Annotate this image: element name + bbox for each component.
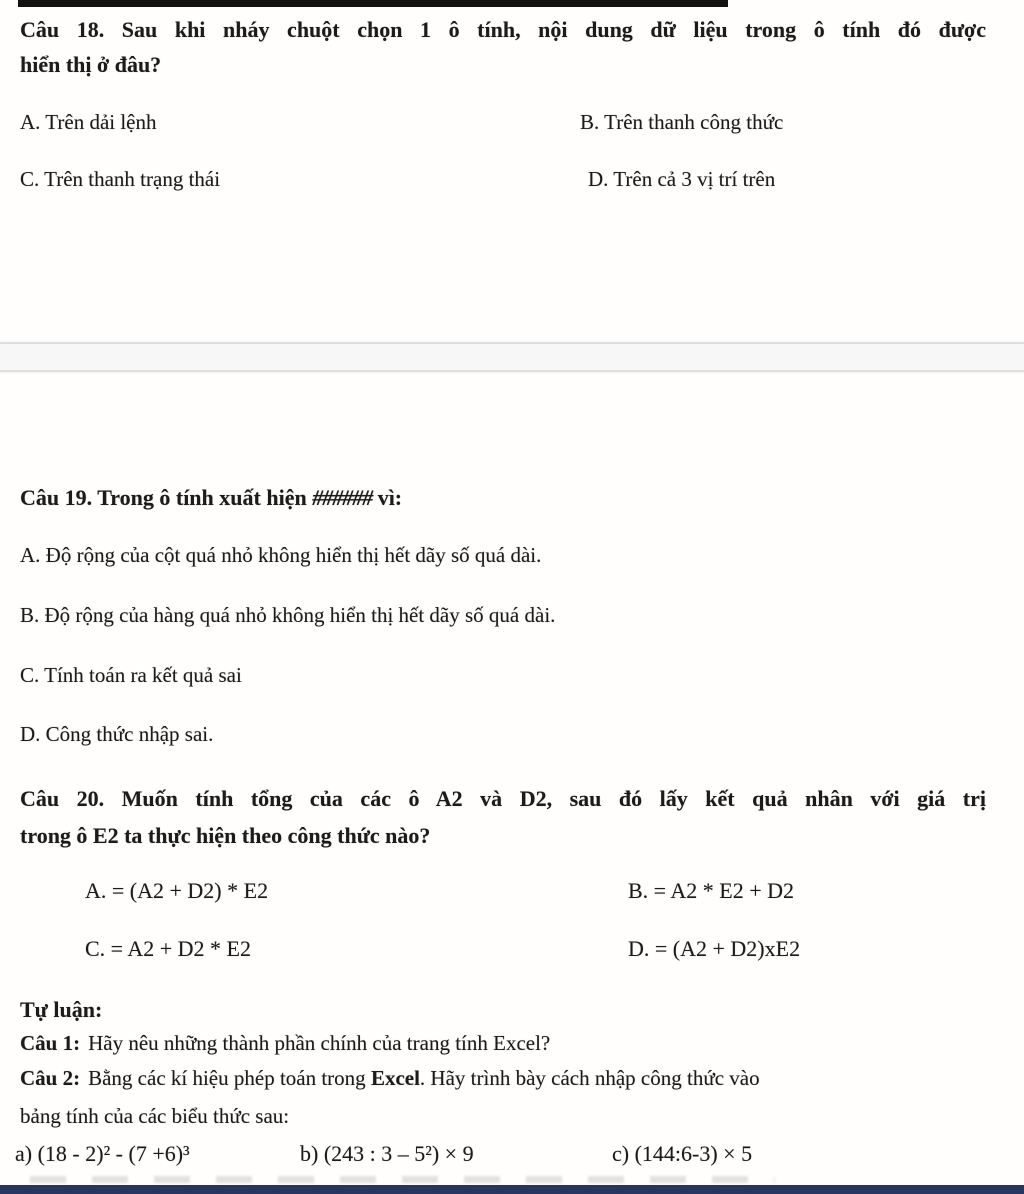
question-18-title-line1: Câu 18. Sau khi nháy chuột chọn 1 ô tính, nội dung dữ liệu trong ô tính đó được: [20, 17, 986, 42]
question-19-option-b: B. Độ rộng của hàng quá nhỏ không hiển thị hết dãy số quá dài.: [20, 603, 556, 627]
cropped-text-artifact: [30, 1176, 775, 1183]
question-18-option-d: D. Trên cả 3 vị trí trên: [588, 167, 776, 191]
essay-question-2-text-after: . Hãy trình bày cách nhập công thức vào: [419, 1066, 760, 1090]
essay-question-2-excel: Excel: [370, 1066, 420, 1090]
exercise-b: b) (243 : 3 – 5²) × 9: [300, 1141, 474, 1166]
question-18-option-b: B. Trên thanh công thức: [580, 110, 784, 134]
essay-question-2-label: Câu 2:: [20, 1066, 81, 1090]
question-20-option-d: D. = (A2 + D2)xE2: [628, 936, 801, 961]
exercise-a: a) (18 - 2)² - (7 +6)³: [15, 1141, 190, 1166]
question-19-title-prefix: Câu 19. Trong ô tính xuất hiện: [20, 485, 313, 510]
question-20-option-c: C. = A2 + D2 * E2: [85, 936, 251, 961]
exercise-c: c) (144:6-3) × 5: [612, 1141, 753, 1166]
essay-question-1: [20, 1031, 550, 1056]
essay-question-2-line2: bảng tính của các biểu thức sau:: [20, 1104, 290, 1128]
question-19-hashes: ######: [312, 485, 373, 510]
section-divider: [0, 342, 1024, 372]
question-20-option-b: B. = A2 * E2 + D2: [628, 878, 794, 903]
top-crop-bar: [18, 0, 728, 7]
question-19-option-d: D. Công thức nhập sai.: [20, 722, 214, 746]
question-19-title: [20, 485, 402, 511]
question-19-title-suffix: vì:: [372, 485, 403, 510]
essay-question-2-line1: [20, 1066, 760, 1091]
essay-question-1-text: Hãy nêu những thành phần chính của trang tính Excel?: [88, 1031, 551, 1055]
question-19-option-a: A. Độ rộng của cột quá nhỏ không hiển thị hết dãy số quá dài.: [20, 543, 542, 567]
question-19-option-c: C. Tính toán ra kết quả sai: [20, 663, 242, 687]
essay-question-2-text-before: Bằng các kí hiệu phép toán trong: [88, 1066, 371, 1090]
question-18-option-a: A. Trên dải lệnh: [20, 110, 157, 134]
question-18-title-line2: hiển thị ở đâu?: [20, 52, 162, 77]
question-20-title-line2: trong ô E2 ta thực hiện theo công thức nào?: [20, 823, 431, 848]
bottom-crop-bar: [0, 1185, 1024, 1194]
question-18-option-c: C. Trên thanh trạng thái: [20, 167, 221, 191]
essay-section-heading: Tự luận:: [20, 997, 103, 1022]
question-20-option-a: A. = (A2 + D2) * E2: [85, 878, 269, 903]
question-20-title-line1: Câu 20. Muốn tính tổng của các ô A2 và D2, sau đó lấy kết quả nhân với giá trị: [20, 786, 986, 811]
essay-question-1-label: Câu 1:: [20, 1031, 81, 1055]
